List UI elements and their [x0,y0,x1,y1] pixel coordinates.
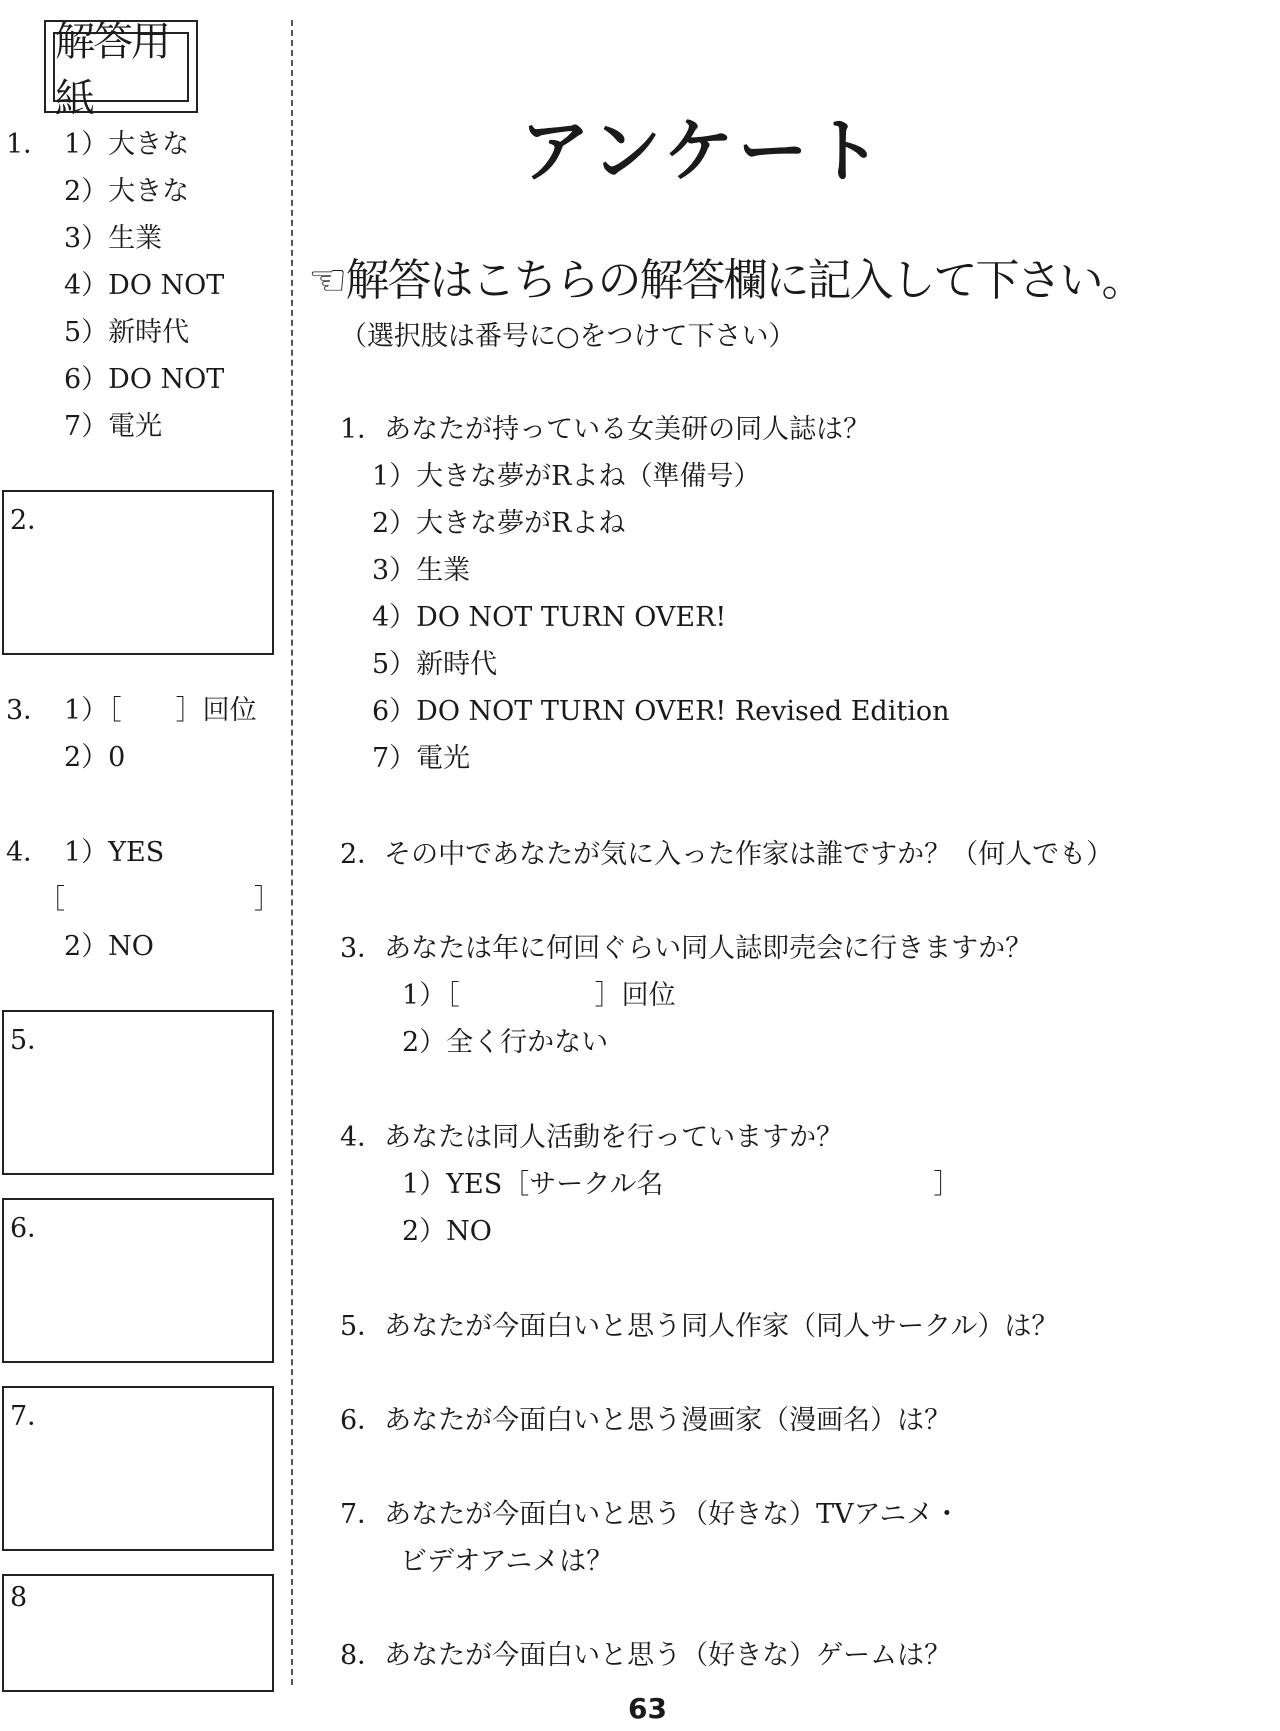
answer-q4-label: 4． [6,837,51,868]
survey-q4-text: 4．あなたは同人活動を行っていますか？ [340,1122,844,1153]
survey-q3-option-1: 1）［ ］回位 [402,980,676,1011]
answer-box-q6-label: 6． [10,1213,55,1244]
answer-q4-circle-name-field[interactable]: ［ ］ [38,884,281,915]
survey-q1-option-3: 3）生業 [372,555,471,586]
survey-q1-option-7: 7）電光 [372,743,471,774]
page-number: 63 [628,1692,667,1725]
answer-box-q5-label: 5． [10,1025,55,1056]
survey-q1-option-5: 5）新時代 [372,649,498,680]
survey-q7-line1: 7．あなたが今面白いと思う（好きな）TVアニメ・ [340,1499,961,1530]
answer-q1-option-6[interactable]: 6）DO NOT [64,364,225,395]
answer-q4-option-1[interactable]: 1）YES [64,837,165,868]
answer-box-q5[interactable] [2,1010,274,1175]
answer-box-q7-label: 7． [10,1401,55,1432]
answer-q1-option-2[interactable]: 2）大きな [64,176,190,207]
answer-q3-option-2[interactable]: 2）0 [64,742,126,773]
survey-q3-text: 3．あなたは年に何回ぐらい同人誌即売会に行きますか？ [340,933,1033,964]
answer-q3-option-1[interactable]: 1）［ ］回位 [64,695,257,726]
survey-heading: アンケート [520,110,886,192]
answer-q1-option-7[interactable]: 7）電光 [64,411,163,442]
answer-q1-option-4[interactable]: 4）DO NOT [64,270,225,301]
survey-q3-option-2: 2）全く行かない [402,1027,609,1058]
answer-box-q8-label: 8 [10,1582,28,1613]
survey-sub-instruction: （選択肢は番号に○をつけて下さい） [340,321,796,352]
survey-q1-option-1: 1）大きな夢がRよね（準備号） [372,461,761,492]
survey-q1-option-4: 4）DO NOT TURN OVER! [372,602,727,633]
answer-box-q2-label: 2． [10,505,55,536]
answer-q1-option-5[interactable]: 5）新時代 [64,317,190,348]
cut-line-divider [291,20,293,1685]
answer-box-q7[interactable] [2,1386,274,1551]
answer-sheet-title-box [44,18,198,122]
survey-q1-text: 1．あなたが持っている女美研の同人誌は？ [340,414,871,445]
survey-q8-text: 8．あなたが今面白いと思う（好きな）ゲームは？ [340,1640,952,1671]
survey-q4-option-2: 2）NO [402,1216,492,1247]
survey-q7-line2: ビデオアニメは？ [400,1546,614,1577]
answer-q1-option-3[interactable]: 3）生業 [64,223,163,254]
survey-q2-text: 2．その中であなたが気に入った作家は誰ですか？（何人でも） [340,839,1114,870]
answer-sheet-title: 解答用紙 [53,32,189,102]
survey-q6-text: 6．あなたが今面白いと思う漫画家（漫画名）は？ [340,1405,952,1436]
survey-q1-option-6: 6）DO NOT TURN OVER! Revised Edition [372,696,950,727]
survey-q1-option-2: 2）大きな夢がRよね [372,508,626,539]
survey-q4-option-1: 1）YES［サークル名 ］ [402,1169,961,1200]
answer-box-q2[interactable] [2,490,274,655]
answer-q4-option-2[interactable]: 2）NO [64,931,154,962]
answer-q1-option-1[interactable]: 1）大きな [64,129,190,160]
answer-box-q8[interactable] [2,1574,274,1692]
survey-instruction: ☜解答はこちらの解答欄に記入して下さい。 [308,255,1144,306]
answer-box-q6[interactable] [2,1198,274,1363]
answer-q3-label: 3． [6,695,51,726]
answer-q1-label: 1． [6,129,51,160]
survey-q5-text: 5．あなたが今面白いと思う同人作家（同人サークル）は？ [340,1311,1059,1342]
